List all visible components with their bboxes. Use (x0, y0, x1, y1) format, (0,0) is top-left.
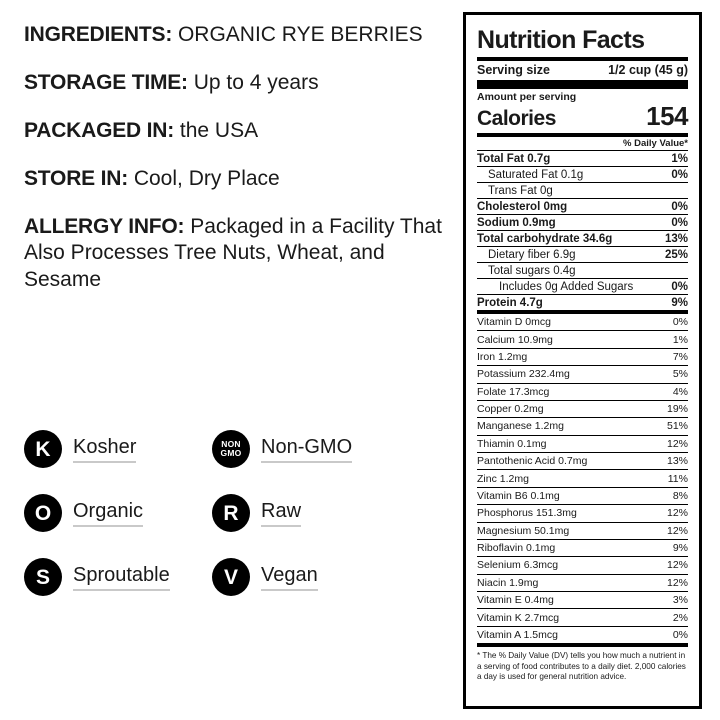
vitamin-row (477, 504, 688, 521)
vitamin-row (477, 539, 688, 556)
calories-value: 154 (646, 101, 688, 132)
vitamin-dv: 4% (672, 385, 688, 398)
info-block-packaged-in (24, 118, 464, 145)
nutrition-facts-panel (463, 12, 702, 709)
vitamin-name: Niacin 1.9mg (477, 576, 539, 589)
vitamin-dv: 0% (672, 316, 688, 329)
nutrient-dv: 25% (664, 248, 688, 261)
vitamin-dv: 8% (672, 489, 688, 502)
vitamin-row (477, 330, 688, 347)
vitamin-row (477, 626, 688, 643)
badge-row (24, 494, 464, 532)
badge-glyph: R (223, 501, 239, 525)
nutrition-facts-title: Nutrition Facts (477, 26, 645, 54)
daily-value-header: % Daily Value* (623, 137, 688, 149)
nutrient-row (477, 183, 688, 198)
vitamin-dv: 12% (666, 524, 688, 537)
vitamin-row (477, 591, 688, 608)
nutrient-dv: 0% (671, 216, 688, 229)
info-label: INGREDIENTS: (24, 23, 173, 46)
nutrient-name: Total sugars 0.4g (488, 264, 576, 277)
vitamin-name: Zinc 1.2mg (477, 472, 529, 485)
vitamin-name: Riboflavin 0.1mg (477, 542, 556, 555)
nutrient-row (477, 215, 688, 230)
nutrient-name: Trans Fat 0g (488, 184, 553, 197)
vitamin-dv: 12% (666, 559, 688, 572)
vitamin-row (477, 314, 688, 330)
info-label: PACKAGED IN: (24, 118, 175, 142)
nutrient-row (477, 151, 688, 166)
vitamin-name: Selenium 6.3mcg (477, 559, 559, 572)
vitamin-dv: 2% (672, 611, 688, 624)
nutrient-name: Total carbohydrate 34.6g (477, 232, 613, 245)
nutrient-row (477, 247, 688, 262)
vitamin-row (477, 348, 688, 365)
badge-kosher (24, 430, 212, 468)
product-info-section (24, 22, 464, 315)
badge-vegan (212, 558, 452, 596)
info-block-store-in (24, 166, 464, 193)
vitamin-row (477, 383, 688, 400)
vegan-badge-icon (212, 558, 250, 596)
calories-row (477, 103, 688, 132)
badge-non-gmo (212, 430, 452, 468)
vitamin-name: Magnesium 50.1mg (477, 524, 570, 537)
vitamin-name: Potassium 232.4mg (477, 368, 570, 381)
badge-label: Vegan (261, 563, 318, 591)
vitamin-dv: 12% (666, 507, 688, 520)
vitamin-dv: 0% (672, 628, 688, 641)
nutrient-dv: 0% (671, 168, 688, 181)
info-label: STORE IN: (24, 166, 128, 190)
vitamin-row (477, 574, 688, 591)
vitamin-row (477, 522, 688, 539)
badge-glyph: NON GMO (220, 439, 242, 458)
raw-badge-icon (212, 494, 250, 532)
vitamin-dv: 13% (666, 455, 688, 468)
daily-value-footnote: * The % Daily Value (DV) tells you how much a nutrient in a serving of food contributes to a daily diet. 2,000 calories a day is used for general nutrition advice. (477, 651, 686, 682)
info-block-allergy-info (24, 214, 464, 295)
vitamin-row (477, 400, 688, 417)
organic-badge-icon (24, 494, 62, 532)
vitamin-row (477, 365, 688, 382)
vitamin-dv: 1% (672, 333, 688, 346)
vitamin-name: Copper 0.2mg (477, 403, 544, 416)
nutrient-row (477, 199, 688, 214)
certification-badges (24, 430, 464, 622)
vitamin-mineral-rows (477, 314, 688, 643)
vitamin-row (477, 452, 688, 469)
badge-glyph: O (34, 501, 52, 525)
nutrient-row (477, 279, 688, 294)
nutrient-dv: 0% (671, 200, 688, 213)
vitamin-row (477, 608, 688, 625)
vitamin-name: Phosphorus 151.3mg (477, 507, 577, 520)
vitamin-dv: 51% (666, 420, 688, 433)
vitamin-dv: 5% (672, 368, 688, 381)
vitamin-name: Thiamin 0.1mg (477, 437, 547, 450)
badge-organic (24, 494, 212, 532)
vitamin-name: Calcium 10.9mg (477, 333, 553, 346)
badge-sproutable (24, 558, 212, 596)
nutrient-name: Cholesterol 0mg (477, 200, 568, 213)
vitamin-name: Pantothenic Acid 0.7mg (477, 455, 588, 468)
badge-raw (212, 494, 452, 532)
badge-label: Sproutable (73, 563, 170, 591)
nutrient-dv: 1% (671, 152, 688, 165)
vitamin-dv: 3% (672, 594, 688, 607)
amount-per-serving-label: Amount per serving (477, 91, 577, 104)
info-label: ALLERGY INFO: (24, 214, 185, 238)
badge-row (24, 558, 464, 596)
serving-size-label: Serving size (477, 63, 550, 78)
vitamin-dv: 11% (667, 472, 688, 485)
calories-label: Calories (477, 107, 556, 131)
vitamin-dv: 12% (666, 576, 688, 589)
vitamin-name: Iron 1.2mg (477, 350, 528, 363)
nutrient-name: Dietary fiber 6.9g (488, 248, 576, 261)
info-block-ingredients (24, 22, 464, 49)
nutrient-name: Saturated Fat 0.1g (488, 168, 584, 181)
badge-glyph: K (35, 437, 51, 461)
nutrient-name: Total Fat 0.7g (477, 152, 551, 165)
vitamin-name: Vitamin D 0mcg (477, 316, 551, 329)
vitamin-name: Folate 17.3mcg (477, 385, 550, 398)
info-block-storage-time (24, 70, 464, 97)
info-value: ORGANIC RYE BERRIES (172, 23, 423, 46)
vitamin-name: Vitamin K 2.7mcg (477, 611, 560, 624)
nutrient-dv: 9% (671, 296, 688, 309)
vitamin-row (477, 417, 688, 434)
kosher-badge-icon (24, 430, 62, 468)
info-label: STORAGE TIME: (24, 70, 188, 94)
vitamin-name: Vitamin A 1.5mcg (477, 628, 558, 641)
nutrient-name: Protein 4.7g (477, 296, 543, 309)
serving-size-value: 1/2 cup (45 g) (608, 63, 688, 78)
nutrient-row (477, 295, 688, 310)
badge-glyph: S (35, 565, 50, 589)
badge-row (24, 430, 464, 468)
badge-glyph: V (223, 565, 238, 589)
vitamin-row (477, 469, 688, 486)
nutrient-row (477, 231, 688, 246)
badge-label: Organic (73, 499, 143, 527)
nutrient-row (477, 167, 688, 182)
nutrient-row (477, 263, 688, 278)
badge-label: Raw (261, 499, 301, 527)
serving-size-row (477, 61, 688, 80)
non-gmo-badge-icon (212, 430, 250, 468)
info-value: Cool, Dry Place (128, 166, 280, 190)
main-nutrient-rows (477, 150, 688, 310)
vitamin-name: Manganese 1.2mg (477, 420, 564, 433)
vitamin-row (477, 487, 688, 504)
nutrient-dv: 0% (671, 280, 688, 293)
badge-label: Kosher (73, 435, 136, 463)
badge-label: Non-GMO (261, 435, 352, 463)
vitamin-dv: 7% (672, 350, 688, 363)
vitamin-row (477, 556, 688, 573)
nutrient-name: Sodium 0.9mg (477, 216, 556, 229)
vitamin-dv: 12% (666, 437, 688, 450)
info-value: the USA (174, 118, 259, 142)
nutrient-dv: 13% (664, 232, 688, 245)
vitamin-name: Vitamin B6 0.1mg (477, 489, 560, 502)
info-value: Packaged in a Facility That Also Processes Tree Nuts, Wheat, and Sesame (24, 214, 442, 292)
vitamin-dv: 9% (672, 542, 688, 555)
vitamin-row (477, 435, 688, 452)
nutrient-name: Includes 0g Added Sugars (499, 280, 634, 293)
info-value: Up to 4 years (187, 70, 319, 94)
sproutable-badge-icon (24, 558, 62, 596)
vitamin-name: Vitamin E 0.4mg (477, 594, 554, 607)
vitamin-dv: 19% (666, 403, 688, 416)
